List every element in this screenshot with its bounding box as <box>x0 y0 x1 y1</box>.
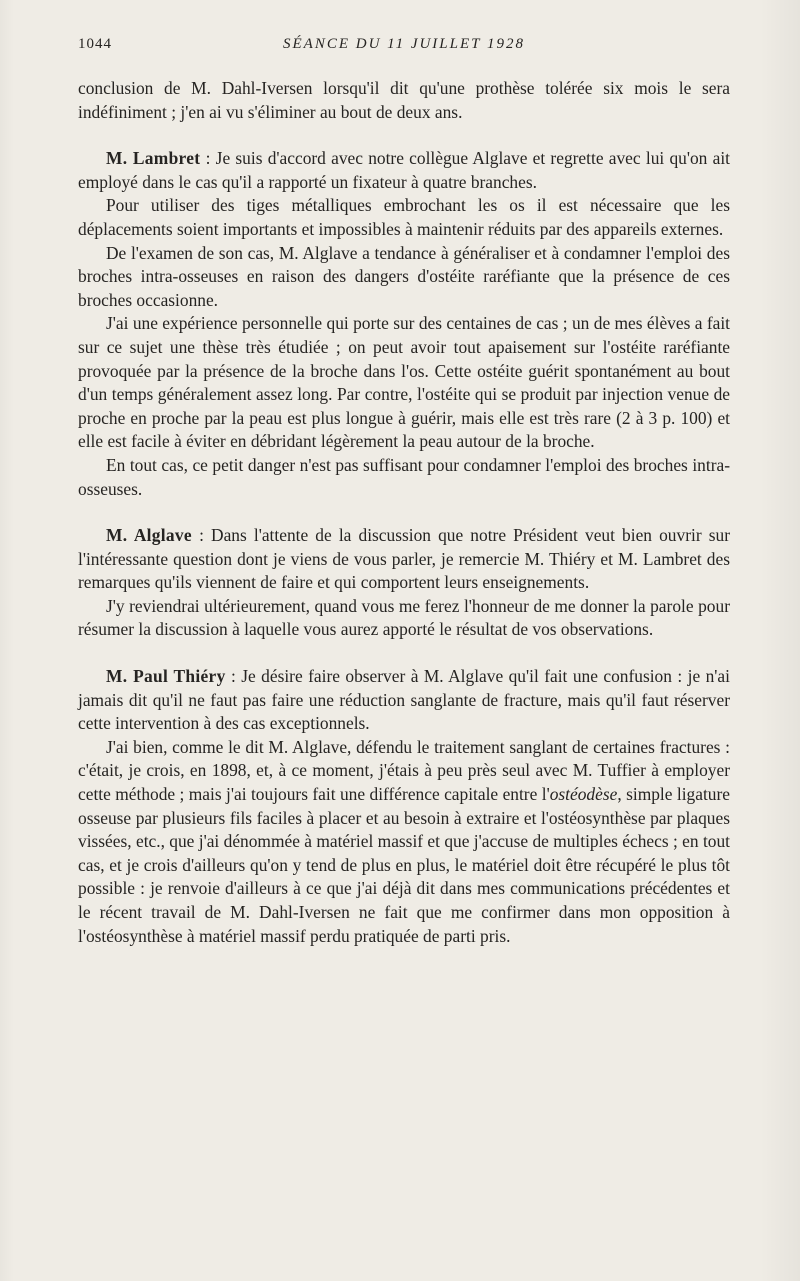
text-run: J'ai bien, comme le dit M. Alglave, défendu le traitement sanglant de certaines fractures : c'était, je crois, en 1898, et, à ce moment, j'étais à peu près seul avec M. Tuffier à employer cette méthode ; mais j'ai toujours fait une différence capitale entre l' <box>78 736 730 805</box>
italic-term: ostéodèse <box>549 784 618 805</box>
text-run: , simple ligature osseuse par plusieurs fils faciles à placer et au besoin à extraire et l'ostéosynthèse par plaques vissées, etc., que j'ai dénommée à matériel massif et que j'accuse de multiples échecs ; en tout cas, et je crois d'ailleurs qu'on y tend de plus en plus, le matériel doit être récupéré le plus tôt possible : je renvoie d'ailleurs à ce que j'ai déjà dit dans mes communications précédentes et le récent travail de M. Dahl-Iversen ne fait que me confirmer dans mon opposition à l'ostéosynthèse à matériel massif perdu pratiquée de parti pris. <box>78 784 730 946</box>
paragraph <box>78 736 730 948</box>
alglave-remark: : Dans l'attente de la discussion que notre Président veut bien ouvrir sur l'intéressante question dont je viens de vous parler, je remercie M. Thiéry et M. Lambret des remarques qu'ils viennent de faire et qui comportent leurs enseignements. <box>78 525 730 593</box>
paragraph-lambret <box>78 147 730 194</box>
paragraph-thiery <box>78 665 730 736</box>
body-text <box>78 77 730 948</box>
paragraph: J'y reviendrai ultérieurement, quand vous me ferez l'honneur de me donner la parole pour résumer la discussion à laquelle vous aurez apporté le résultat de vos observations. <box>78 595 730 640</box>
running-title: SÉANCE DU 11 JUILLET 1928 <box>283 36 525 52</box>
paragraph-alglave <box>78 524 730 595</box>
paragraph: De l'examen de son cas, M. Alglave a tendance à généraliser et à condamner l'emploi des broches intra-osseuses en raison des dangers d'ostéite raréfiante que la présence de ces broches occasionne. <box>78 242 730 310</box>
paragraph: J'ai une expérience personnelle qui porte sur des centaines de cas ; un de mes élèves a fait sur ce sujet une thèse très étudiée ; on peut avoir tout apaisement sur l'ostéite raréfiante provoquée par la présence de la broche dans l'os. Cette ostéite guérit spontanément au bout d'un temps généralement assez long. Par contre, l'ostéite qui se produit par injection venue de proche en proche par la peau est plus longue à guérir, mais elle est très rare (2 à 3 p. 100) et elle est facile à éviter en débridant légèrement la peau autour de la broche. <box>78 313 730 452</box>
speaker-name-lambret: M. Lambret <box>106 148 201 169</box>
thiery-remark: : Je désire faire observer à M. Alglave qu'il fait une confusion : je n'ai jamais dit qu'il ne faut pas faire une réduction sanglante de fracture, mais qu'il faut réserver cette intervention à des cas exceptionnels. <box>78 666 730 734</box>
lambret-remark: : Je suis d'accord avec notre collègue Alglave et regrette avec lui qu'on ait employé dans le cas qu'il a rapporté un fixateur à quatre branches. <box>78 148 730 192</box>
paragraph: En tout cas, ce petit danger n'est pas suffisant pour condamner l'emploi des broches intra-osseuses. <box>78 454 730 499</box>
speaker-name-thiery: M. Paul Thiéry <box>106 666 226 687</box>
running-head <box>78 36 730 58</box>
paragraph-continuation: conclusion de M. Dahl-Iversen lorsqu'il dit qu'une prothèse tolérée six mois le sera indéfiniment ; j'en ai vu s'éliminer au bout de deux ans. <box>78 78 730 122</box>
paragraph: Pour utiliser des tiges métalliques embrochant les os il est nécessaire que les déplacements soient importants et impossibles à maintenir réduits par des appareils externes. <box>78 195 730 239</box>
speaker-name-alglave: M. Alglave <box>106 525 192 546</box>
page-number: 1044 <box>78 36 112 52</box>
scan-edge-shadow-left <box>0 0 14 1281</box>
scan-edge-shadow-right <box>760 0 800 1281</box>
